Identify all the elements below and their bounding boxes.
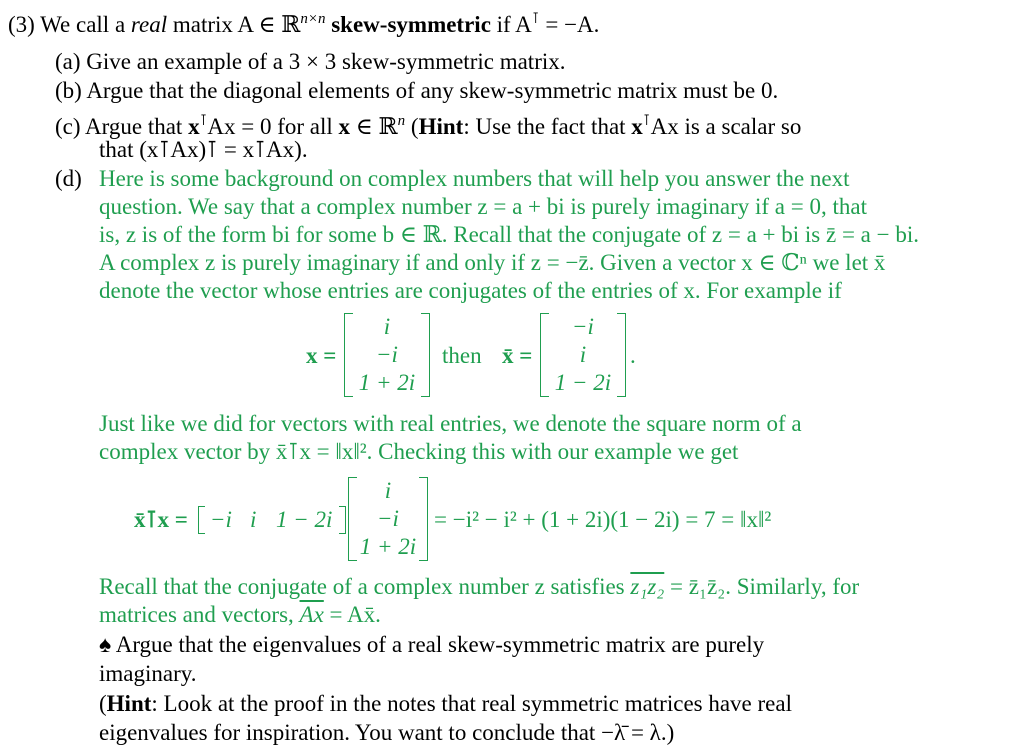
question-number: (3) [8, 12, 35, 37]
xbar-entry-1: −i [572, 314, 594, 339]
col-entry-3: 1 + 2i [359, 534, 417, 559]
green-line-6: Just like we did for vectors with real entries, we denote the square norm of a [99, 411, 802, 436]
skew-symmetric-term: skew-symmetric [325, 12, 491, 37]
final-line-2: imaginary. [99, 661, 197, 686]
green-line-5: denote the vector whose entries are conjugates of the entries of x. For example if [99, 278, 842, 303]
part-b-text: Argue that the diagonal elements of any skew-symmetric matrix must be 0. [86, 78, 779, 103]
row-vector [198, 506, 346, 534]
spade-icon: ♠ [99, 632, 112, 657]
x-entry-2: −i [376, 342, 398, 367]
example-x-vector [344, 313, 430, 397]
final-line-1: ♠ Argue that the eigenvalues of a real skew-symmetric matrix are purely [99, 632, 765, 657]
xbar-entry-3: 1 − 2i [554, 370, 612, 395]
question-header: (3) We call a real matrix A ∈ ℝ$^{n\times n}$ skew-symmetric if A⊺ = −A. [8, 11, 600, 37]
example-xbar-label: x̄ = [502, 343, 533, 368]
part-b [55, 77, 778, 105]
green-line-7: complex vector by x̄⊺x = ‖x‖². Checking this with our example we get [99, 439, 739, 464]
example-xbar-vector [540, 313, 626, 397]
norm-rhs: = −i² − i² + (1 + 2i)(1 − 2i) = 7 = ‖x‖² [434, 507, 772, 532]
green-line-8: Recall that the conjugate of a complex number z satisfies z₁z₂ = z̄₁z̄₂. Similarly, for [99, 574, 860, 599]
col-entry-1: i [384, 478, 392, 503]
green-line-9: matrices and vectors, $\overline{Ax}$ = Ax̄. [99, 602, 381, 627]
part-c-line1: (c) Argue that x⊺Ax = 0 for all x ∈ ℝ$^n$ (Hint: Use the fact that x⊺Ax is a scalar so [55, 113, 802, 139]
x-entry-1: i [383, 314, 391, 339]
green-line-1: Here is some background on complex numbers that will help you answer the next [99, 166, 850, 191]
left-bracket [198, 506, 205, 534]
green-line-4: A complex z is purely imaginary if and only if z = −z̄. Given a vector x ∈ ℂⁿ we let x̄ [99, 250, 886, 275]
example-then: then [442, 343, 482, 368]
right-bracket [339, 506, 346, 534]
part-a [55, 48, 566, 76]
row-entry-1: −i [210, 507, 232, 532]
row-entry-2: i [250, 507, 257, 532]
row-entry-3: 1 − 2i [276, 507, 333, 532]
part-b-label: (b) [55, 78, 82, 103]
green-line-2: question. We say that a complex number z = a + bi is purely imaginary if a = 0, that [99, 194, 867, 219]
part-a-label: (a) [55, 49, 81, 74]
example-period: . [630, 343, 636, 368]
part-c-line2: that (x⊺Ax)⊺ = x⊺Ax). [99, 137, 308, 162]
final-line-4: eigenvalues for inspiration. You want to conclude that −λ̄ = λ.) [99, 720, 675, 745]
part-c-label: (c) [55, 114, 81, 139]
part-a-text: Give an example of a 3 × 3 skew-symmetric matrix. [86, 49, 566, 74]
x-entry-3: 1 + 2i [358, 370, 416, 395]
part-d-label: (d) [55, 166, 82, 191]
norm-lhs: x̄⊺x = [134, 507, 188, 532]
xbar-entry-2: i [579, 342, 587, 367]
green-line-3: is, z is of the form bi for some b ∈ ℝ. Recall that the conjugate of z = a + bi is z̄ = a − bi. [99, 222, 919, 247]
column-vector [348, 477, 428, 561]
final-line-3: (Hint: Look at the proof in the notes that real symmetric matrices have real [99, 691, 792, 716]
col-entry-2: −i [377, 506, 399, 531]
example-x-label: x = [306, 343, 337, 368]
